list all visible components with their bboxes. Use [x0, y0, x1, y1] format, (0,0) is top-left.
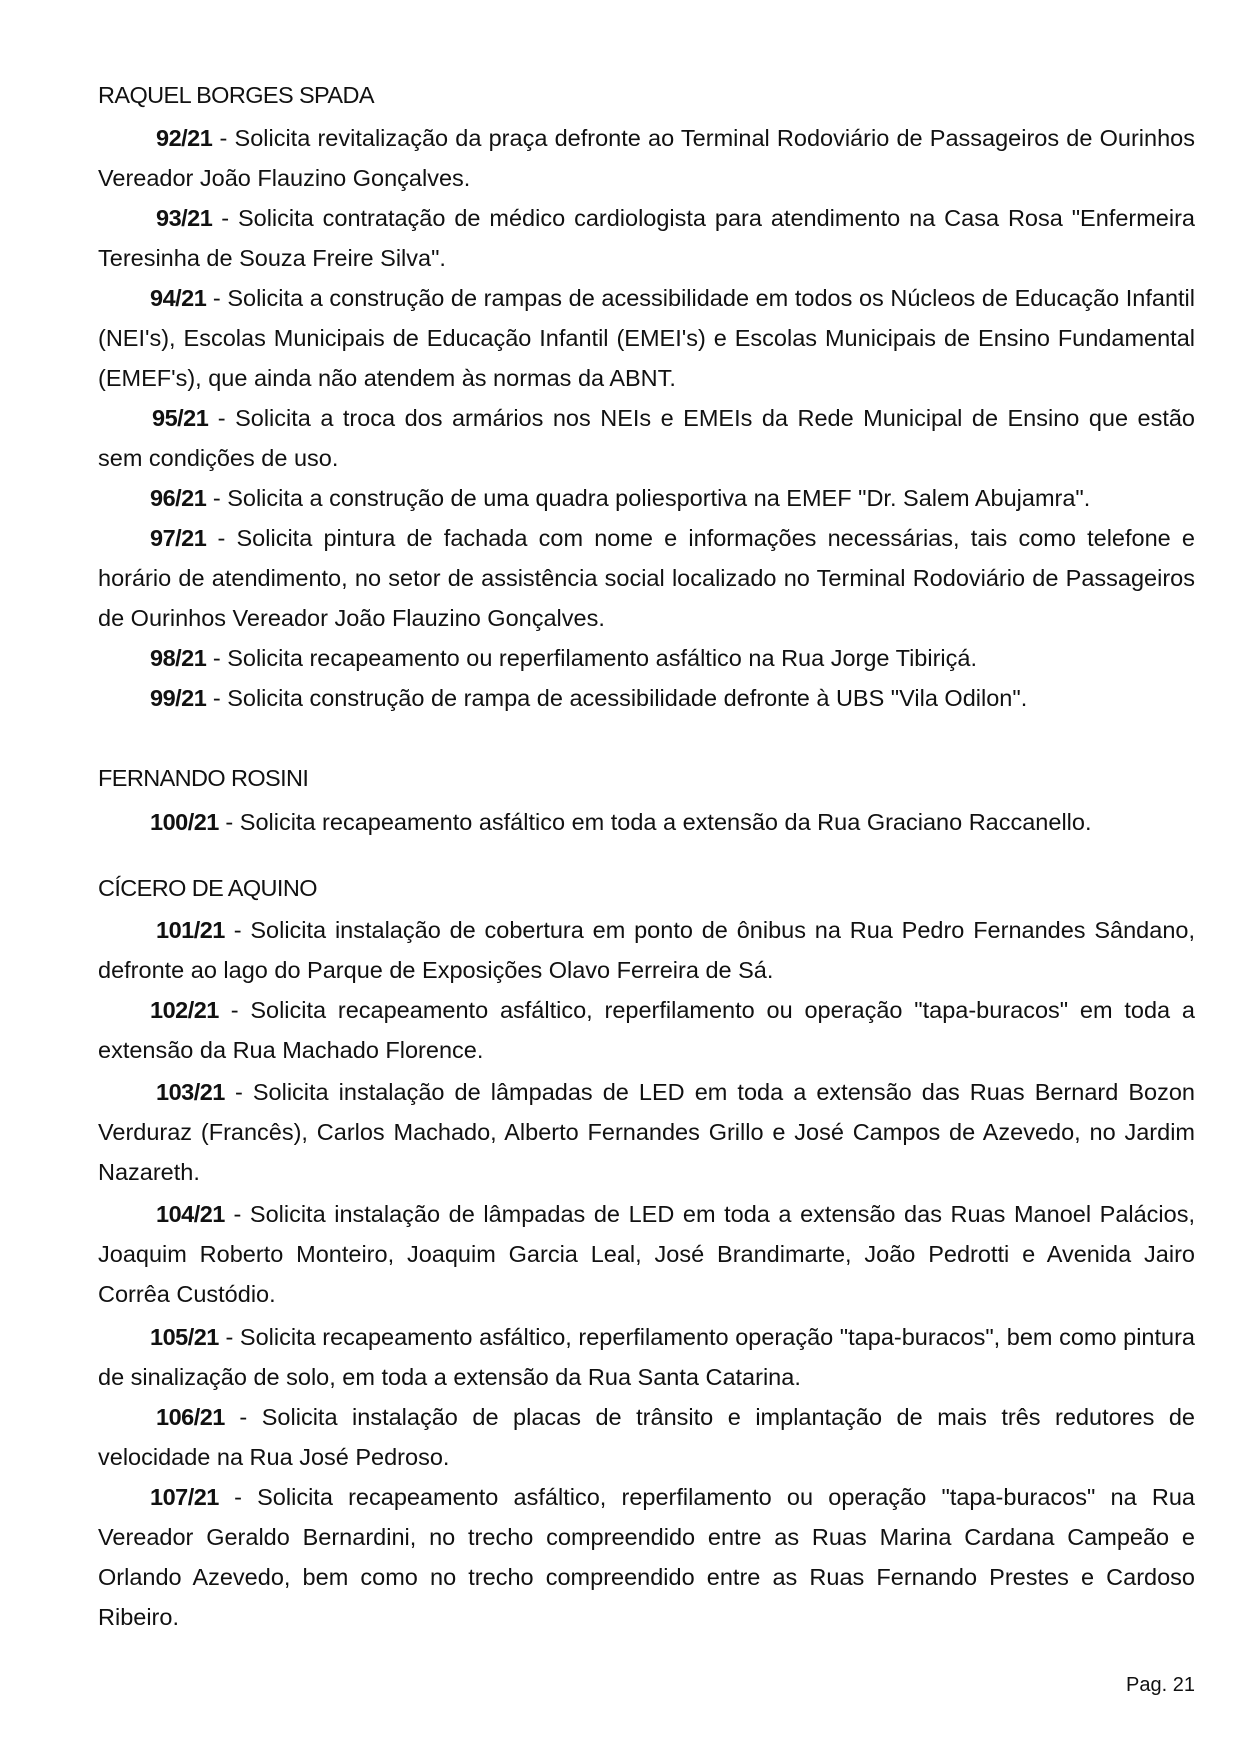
request-text: - Solicita pintura de fachada com nome e informações necessárias, tais como telefone e horário de atendimento, no setor de assistência social localizado no Terminal Rodoviário de Passageiros de Ourinhos Vereador João Flauzino Gonçalves.	[98, 525, 1195, 631]
section-heading: CÍCERO DE AQUINO	[98, 875, 317, 901]
request-item	[98, 118, 1195, 198]
request-item	[98, 398, 1195, 478]
request-text: - Solicita instalação de lâmpadas de LED em toda a extensão das Ruas Manoel Palácios, Joaquim Roberto Monteiro, Joaquim Garcia Leal, José Brandimarte, João Pedrotti e Avenida Jairo Corrêa Custódio.	[98, 1201, 1195, 1307]
request-number: 100/21	[150, 809, 219, 835]
request-text: - Solicita recapeamento asfáltico, reperfilamento operação "tapa-buracos", bem como pintura de sinalização de solo, em toda a extensão da Rua Santa Catarina.	[98, 1324, 1195, 1390]
request-number: 102/21	[150, 997, 219, 1023]
request-text: - Solicita instalação de lâmpadas de LED em toda a extensão das Ruas Bernard Bozon Verduraz (Francês), Carlos Machado, Alberto Fernandes Grillo e José Campos de Azevedo, no Jardim Nazareth.	[98, 1079, 1195, 1185]
request-item	[98, 1072, 1195, 1192]
request-item	[98, 478, 1195, 518]
request-number: 105/21	[150, 1324, 219, 1350]
request-item	[98, 638, 1195, 678]
request-text: - Solicita revitalização da praça defronte ao Terminal Rodoviário de Passageiros de Ourinhos Vereador João Flauzino Gonçalves.	[98, 125, 1195, 191]
request-text: - Solicita contratação de médico cardiologista para atendimento na Casa Rosa "Enfermeira Teresinha de Souza Freire Silva".	[98, 205, 1195, 271]
request-number: 97/21	[150, 525, 207, 551]
request-number: 107/21	[150, 1484, 219, 1510]
request-text: - Solicita a construção de uma quadra poliesportiva na EMEF "Dr. Salem Abujamra".	[206, 485, 1091, 511]
page-number: Pag. 21	[1126, 1674, 1195, 1696]
request-number: 95/21	[152, 405, 209, 431]
request-text: - Solicita recapeamento asfáltico em toda a extensão da Rua Graciano Raccanello.	[218, 809, 1092, 835]
section-heading: FERNANDO ROSINI	[98, 765, 309, 791]
request-text: - Solicita recapeamento asfáltico, reperfilamento ou operação "tapa-buracos" em toda a extensão da Rua Machado Florence.	[98, 997, 1195, 1063]
request-item	[98, 1317, 1195, 1397]
request-item	[98, 198, 1195, 278]
request-number: 106/21	[156, 1404, 225, 1430]
request-number: 99/21	[150, 685, 207, 711]
request-item	[98, 518, 1195, 638]
request-number: 101/21	[156, 917, 225, 943]
request-number: 96/21	[150, 485, 207, 511]
request-number: 94/21	[150, 285, 207, 311]
request-text: - Solicita instalação de placas de trânsito e implantação de mais três redutores de velocidade na Rua José Pedroso.	[98, 1404, 1195, 1470]
request-item	[98, 1397, 1195, 1477]
request-text: - Solicita construção de rampa de acessibilidade defronte à UBS "Vila Odilon".	[206, 685, 1028, 711]
request-number: 104/21	[156, 1201, 225, 1227]
request-text: - Solicita a construção de rampas de acessibilidade em todos os Núcleos de Educação Infantil (NEI's), Escolas Municipais de Educação Infantil (EMEI's) e Escolas Municipais de Ensino Fundamental (EMEF's), que ainda não atendem às normas da ABNT.	[98, 285, 1195, 391]
request-number: 93/21	[156, 205, 213, 231]
request-item	[98, 802, 1195, 842]
request-text: - Solicita recapeamento asfáltico, reperfilamento ou operação "tapa-buracos" na Rua Vereador Geraldo Bernardini, no trecho compreendido entre as Ruas Marina Cardana Campeão e Orlando Azevedo, bem como no trecho compreendido entre as Ruas Fernando Prestes e Cardoso Ribeiro.	[98, 1484, 1195, 1630]
request-item	[98, 1477, 1195, 1637]
request-number: 98/21	[150, 645, 207, 671]
request-item	[98, 678, 1195, 718]
request-number: 103/21	[156, 1079, 225, 1105]
request-item	[98, 1194, 1195, 1314]
section-heading: RAQUEL BORGES SPADA	[98, 82, 374, 108]
request-text: - Solicita instalação de cobertura em ponto de ônibus na Rua Pedro Fernandes Sândano, defronte ao lago do Parque de Exposições Olavo Ferreira de Sá.	[98, 917, 1195, 983]
request-item	[98, 990, 1195, 1070]
request-text: - Solicita recapeamento ou reperfilamento asfáltico na Rua Jorge Tibiriçá.	[206, 645, 977, 671]
request-item	[98, 910, 1195, 990]
request-item	[98, 278, 1195, 398]
request-number: 92/21	[156, 125, 213, 151]
request-text: - Solicita a troca dos armários nos NEIs e EMEIs da Rede Municipal de Ensino que estão sem condições de uso.	[98, 405, 1195, 471]
